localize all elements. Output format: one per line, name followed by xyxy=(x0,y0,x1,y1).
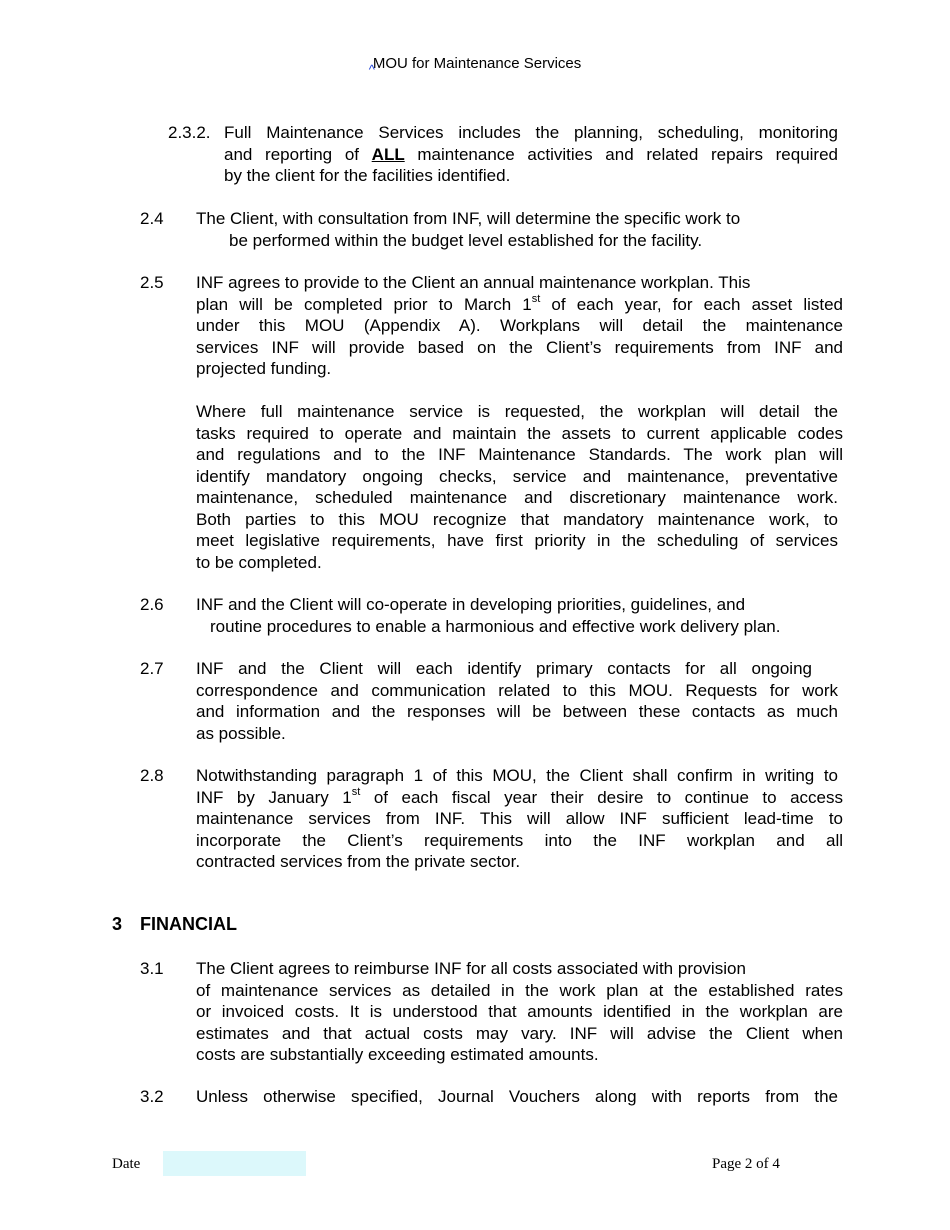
text-line: INF and the Client will co-operate in developing priorities, guidelines, and xyxy=(196,595,746,614)
header-title: MOU for Maintenance Services xyxy=(372,55,582,72)
superscript: st xyxy=(351,785,361,798)
clause-number: 2.5 xyxy=(140,273,164,292)
text-line: and regulations and to the INF Maintenance Standards. The work plan will xyxy=(196,445,843,464)
emphasis-all: ALL xyxy=(371,144,405,164)
text-fragment: plan will be completed prior to March 1 xyxy=(196,294,532,314)
clause-2-8-text xyxy=(196,765,843,873)
text-line: routine procedures to enable a harmonious and effective work delivery plan. xyxy=(210,616,781,636)
text-line: Unless otherwise specified, Journal Vouchers along with reports from the xyxy=(196,1087,838,1106)
text-line: Full Maintenance Services includes the planning, scheduling, monitoring xyxy=(224,123,838,142)
text-line: maintenance services from INF. This will allow INF sufficient lead-time to xyxy=(196,809,843,828)
clause-number: 2.3.2. xyxy=(168,123,211,142)
text-line: correspondence and communication related to this MOU. Requests for work xyxy=(196,680,838,700)
text-line: to be completed. xyxy=(196,552,322,572)
footer-date-label: Date xyxy=(112,1156,141,1172)
date-field[interactable] xyxy=(163,1151,306,1176)
text-line: maintenance, scheduled maintenance and discretionary maintenance work. xyxy=(196,488,838,507)
text-line: identify mandatory ongoing checks, service and maintenance, preventative xyxy=(196,466,838,486)
text-line: costs are substantially exceeding estimated amounts. xyxy=(196,1045,599,1064)
insertion-caret-icon: ^ xyxy=(368,62,375,77)
clause-number: 2.8 xyxy=(140,766,164,785)
text-line: be performed within the budget level established for the facility. xyxy=(229,230,703,250)
text-line xyxy=(224,144,838,166)
text-line: incorporate the Client’s requirements into the INF workplan and all xyxy=(196,830,843,850)
clause-2-6-text xyxy=(196,594,843,637)
text-line: under this MOU (Appendix A). Workplans will detail the maintenance xyxy=(196,316,843,335)
text-line: contracted services from the private sector. xyxy=(196,852,521,871)
page-number: Page 2 of 4 xyxy=(712,1156,780,1172)
clause-3-1-text xyxy=(196,958,843,1066)
clause-2-5-text xyxy=(196,272,843,380)
text-line: Where full maintenance service is requested, the workplan will detail the xyxy=(196,402,838,421)
text-line: tasks required to operate and maintain the assets to current applicable codes xyxy=(196,423,843,443)
text-fragment: of each year, for each asset listed xyxy=(540,294,844,314)
clause-2-5-paragraph-2 xyxy=(196,401,843,573)
clause-number: 3.2 xyxy=(140,1087,164,1106)
text-line: The Client, with consultation from INF, will determine the specific work to xyxy=(196,209,741,228)
text-fragment: maintenance activities and related repairs required xyxy=(404,144,838,164)
text-line: INF and the Client will each identify primary contacts for all ongoing xyxy=(196,659,812,678)
text-line: services INF will provide based on the Client’s requirements from INF and xyxy=(196,337,843,357)
clause-2-4-text xyxy=(196,208,816,251)
text-line: projected funding. xyxy=(196,359,332,378)
section-title: FINANCIAL xyxy=(140,914,237,934)
clause-number: 3.1 xyxy=(140,959,164,978)
clause-number: 2.6 xyxy=(140,595,164,614)
text-line: The Client agrees to reimburse INF for all costs associated with provision xyxy=(196,959,746,978)
text-fragment: and reporting of xyxy=(224,144,372,164)
section-number: 3 xyxy=(112,914,123,934)
clause-number: 2.4 xyxy=(140,209,164,228)
text-line xyxy=(196,294,843,316)
text-line: Both parties to this MOU recognize that mandatory maintenance work, to xyxy=(196,509,838,529)
clause-2-3-2-text xyxy=(224,122,838,187)
text-line: of maintenance services as detailed in the work plan at the established rates xyxy=(196,980,843,1000)
text-fragment: of each fiscal year their desire to continue to access xyxy=(360,787,844,807)
text-line: meet legislative requirements, have first priority in the scheduling of services xyxy=(196,531,838,550)
text-line: as possible. xyxy=(196,723,286,743)
text-line: Notwithstanding paragraph 1 of this MOU, the Client shall confirm in writing to xyxy=(196,766,838,785)
text-line xyxy=(196,787,843,809)
text-line: INF agrees to provide to the Client an annual maintenance workplan. This xyxy=(196,273,751,292)
text-fragment: INF by January 1 xyxy=(196,787,352,807)
page-header xyxy=(0,55,950,77)
clause-number: 2.7 xyxy=(140,659,164,678)
clause-3-2-text xyxy=(196,1086,838,1108)
clause-2-7-text xyxy=(196,658,838,744)
text-line: estimates and that actual costs may vary. INF will advise the Client when xyxy=(196,1023,843,1043)
text-line: and information and the responses will be between these contacts as much xyxy=(196,702,838,721)
text-line: or invoiced costs. It is understood that amounts identified in the workplan are xyxy=(196,1002,843,1021)
text-line: by the client for the facilities identified. xyxy=(224,166,511,185)
superscript: st xyxy=(531,292,541,305)
